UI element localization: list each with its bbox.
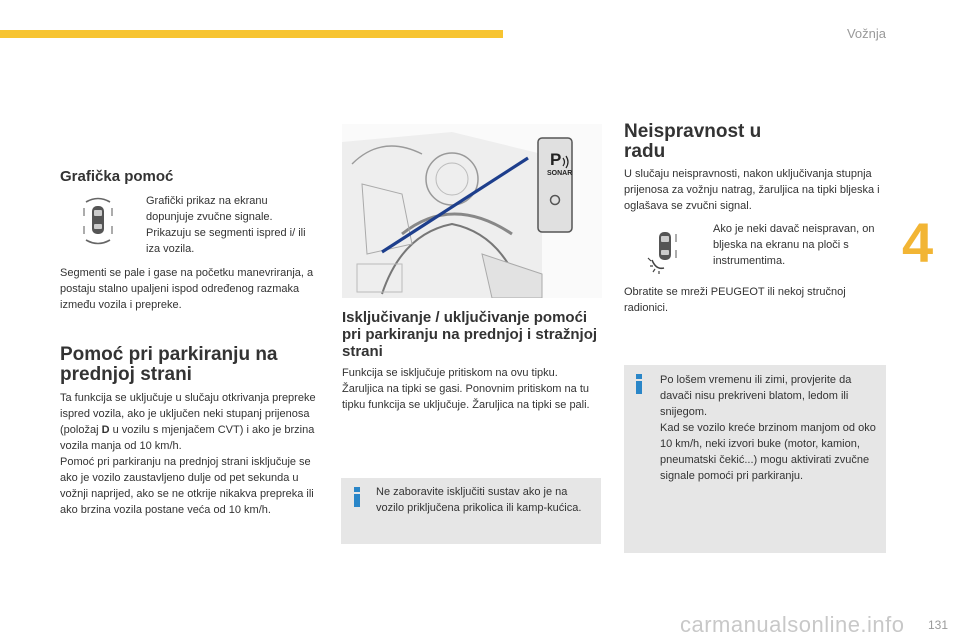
- car-top-view-icon: [83, 196, 113, 246]
- section-title: Vožnja: [846, 26, 886, 41]
- info-icon: [354, 487, 360, 507]
- segments-text: Segmenti se pale i gase na početku manevriranja, a postaju stalno upaljeni ispod određenog razmaka između vozila i prepreke.: [60, 267, 314, 311]
- dashboard-illustration: [342, 124, 602, 298]
- chapter-number: 4: [902, 211, 934, 274]
- graphic-assist-text: Grafički prikaz na ekranu dopunjuje zvučne signale. Prikazuju se segmenti ispred i/ ili iza vozila.: [146, 195, 306, 255]
- front-parking-text: Ta funkcija se uključuje u slučaju otkrivanja prepreke ispred vozila, ako je uključen neki stupanj prijenosa (položaj D u vozilu s mjenjačem CVT) i ako je brzina vozila manja od 10 km/h. Pomoć pri parkiranju na prednjoj strani isključuje se ako je vozilo zaustavljeno dulje od pet sekunda u vožnji naprijed, ako se ne otkrije nikakva prepreka ili ako brzina vozila postane veća od 10 km/h.: [60, 392, 316, 516]
- switch-title: Isključivanje / uključivanje pomoći pri parkiranju na prednjoj i stražnjoj strani: [342, 309, 598, 360]
- trailer-info-text: Ne zaboravite isključiti sustav ako je na vozilo priključena prikolica ili kamp-kućica.: [376, 486, 582, 514]
- fault-title: Neispravnost u radu: [624, 121, 762, 162]
- header-accent-bar: [0, 30, 503, 38]
- front-parking-title: Pomoć pri parkiranju na prednjoj strani: [60, 344, 278, 385]
- weather-info-text: Po lošem vremenu ili zimi, provjerite da davači nisu prekriveni blatom, ledom ili snijegom. Kad se vozilo kreće brzinom manjom od oko 10 km/h, neki izvori buke (motor, kamion, pneumatski čekić...) mogu aktivirati zvučne signale pomoći pri parkiranju.: [660, 374, 876, 482]
- sonar-button-label: SONAR: [547, 170, 573, 177]
- faulty-sensor-icon: [646, 226, 684, 276]
- sonar-button-p: P: [550, 150, 562, 169]
- page-number: 131: [927, 618, 948, 632]
- watermark: carmanualsonline.info: [680, 612, 905, 637]
- info-icon: [636, 374, 642, 394]
- switch-text: Funkcija se isključuje pritiskom na ovu tipku. Žaruljica na tipki se gasi. Ponovnim pritiskom na tu tipku funkcija se uključuje. Žaruljica na tipki se pali.: [342, 367, 590, 411]
- service-text: Obratite se mreži PEUGEOT ili nekoj stručnoj radionici.: [624, 286, 846, 314]
- fault-text: U slučaju neispravnosti, nakon uključivanja stupnja prijenosa za vožnju natrag, žaruljica na tipki bljeska i oglašava se zvučni signal.: [624, 168, 880, 212]
- sensor-fault-text: Ako je neki davač neispravan, on bljeska na ekranu na ploči s instrumentima.: [713, 223, 875, 267]
- graphic-assist-title: Grafička pomoć: [60, 168, 174, 185]
